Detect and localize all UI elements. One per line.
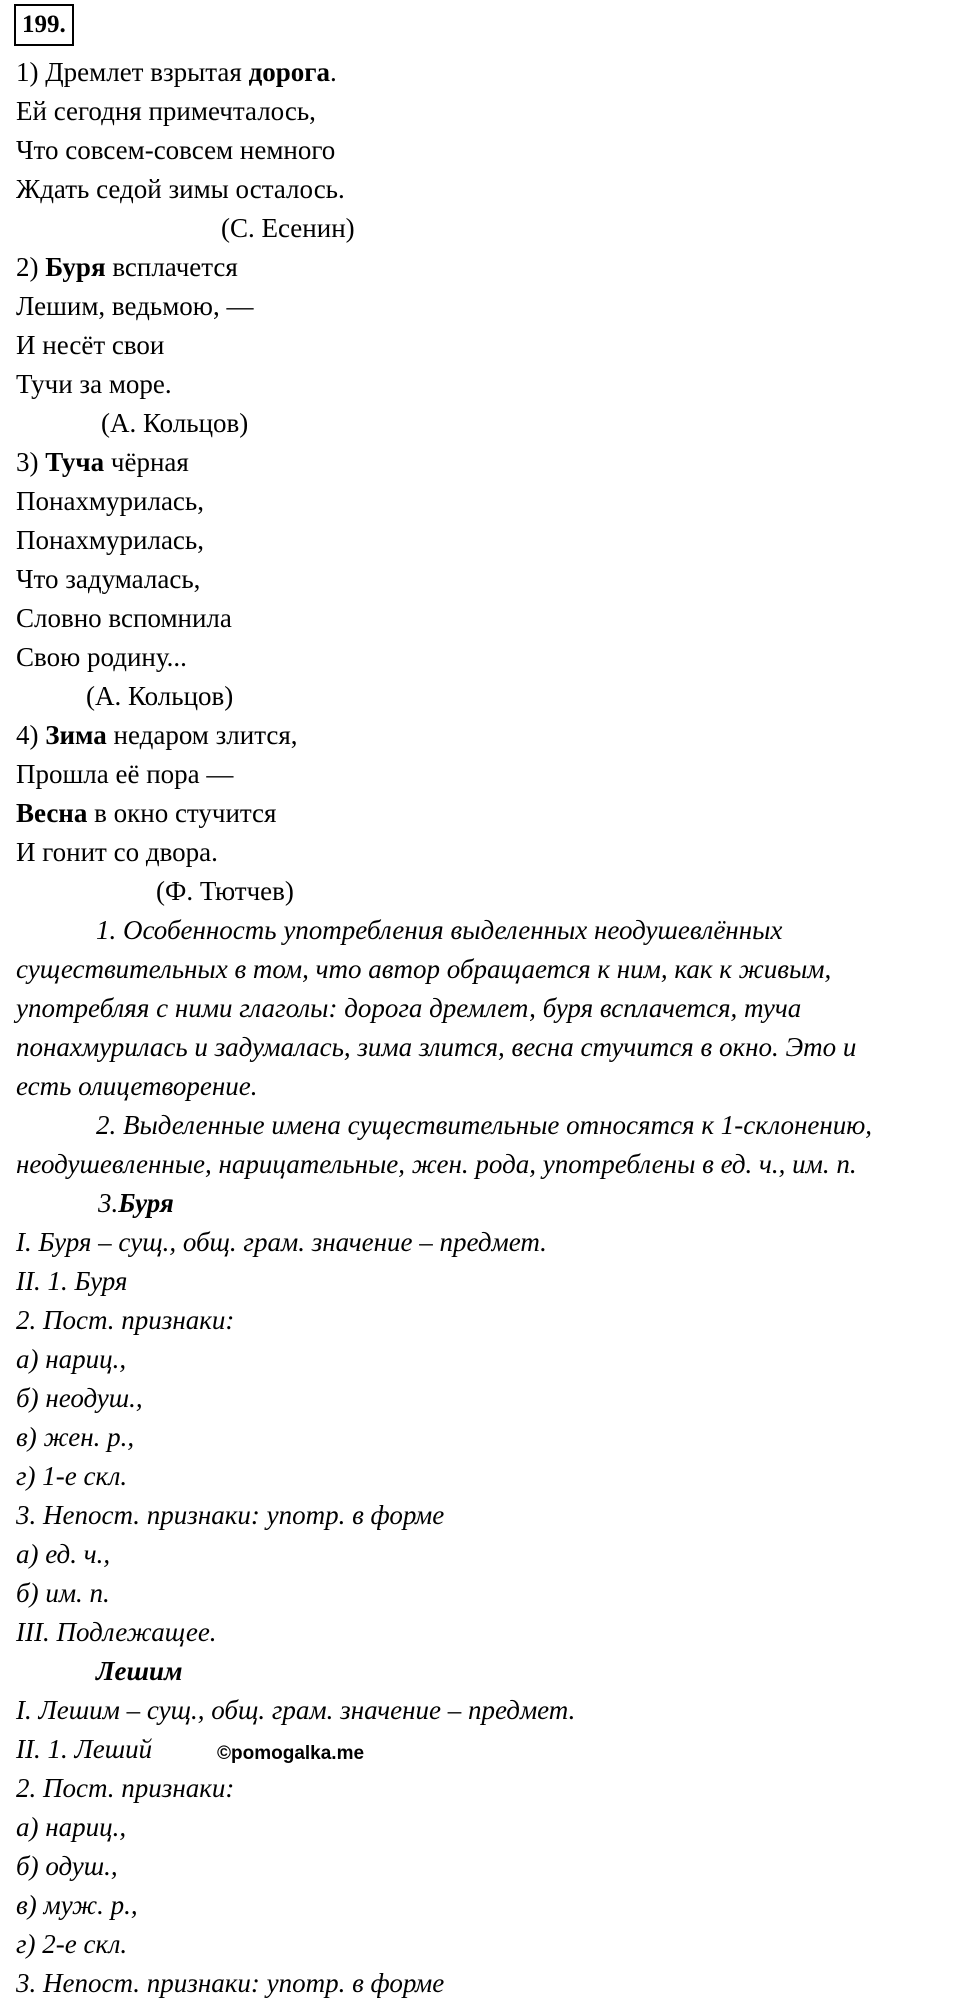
answer-1-line: 1. Особенность употребления выделенных неодушевлённых — [96, 915, 783, 945]
poem-line — [16, 599, 232, 638]
poem-text: 3) — [16, 447, 46, 477]
parse-line: II. 1. Леший — [16, 1734, 153, 1764]
parse-line: III. Подлежащее. — [16, 1617, 217, 1647]
poem-line — [16, 560, 200, 599]
poem-author: (А. Кольцов) — [86, 681, 234, 711]
poem-text: 2) — [16, 252, 46, 282]
parse-line: г) 2-е скл. — [16, 1929, 128, 1959]
poem-author: (С. Есенин) — [221, 213, 355, 243]
poem-text: Тучи за море. — [16, 369, 172, 399]
parse-word: Лешим — [96, 1656, 183, 1686]
parse-word: Буря — [118, 1188, 174, 1218]
poem-text: всплачется — [105, 252, 238, 282]
poem-text: . — [330, 57, 337, 87]
watermark: ©pomogalka.me — [217, 1743, 365, 1764]
poem-line — [16, 92, 316, 131]
answer-1-line: существительных в том, что автор обращается к ним, как к живым, — [16, 954, 832, 984]
poem-text: Понахмурилась, — [16, 486, 204, 516]
poem-text: 1) Дремлет взрытая — [16, 57, 249, 87]
poem-text: Свою родину... — [16, 642, 187, 672]
poem-text: Прошла её пора — — [16, 759, 234, 789]
highlighted-word: Буря — [45, 252, 106, 282]
poem-text: Понахмурилась, — [16, 525, 204, 555]
poem-text: Лешим, ведьмою, — — [16, 291, 254, 321]
poem-line — [16, 248, 238, 287]
highlighted-word: Туча — [45, 447, 105, 477]
poem-line — [16, 365, 172, 404]
poem-line — [16, 53, 337, 92]
parse-number: 3. — [98, 1188, 119, 1218]
poem-text: Ей сегодня примечталось, — [16, 96, 316, 126]
highlighted-word: дорога — [248, 57, 331, 87]
poem-line — [16, 833, 218, 872]
parse-line: 3. Непост. признаки: употр. в форме — [16, 1968, 445, 1998]
parse-line: в) жен. р., — [16, 1422, 135, 1452]
parse-line: I. Буря – сущ., общ. грам. значение – предмет. — [16, 1227, 547, 1257]
poem-text: в окно стучится — [87, 798, 277, 828]
parse-line: 2. Пост. признаки: — [16, 1773, 235, 1803]
exercise-number: 199. — [14, 4, 74, 46]
poem-text: Ждать седой зимы осталось. — [16, 174, 345, 204]
parse-heading-leshim — [96, 1652, 183, 1691]
parse-line: а) нариц., — [16, 1344, 127, 1374]
poem-text: Словно вспомнила — [16, 603, 232, 633]
poem-text: чёрная — [104, 447, 189, 477]
answer-2-line: 2. Выделенные имена существительные относятся к 1-склонению, — [96, 1110, 873, 1140]
poem-line — [16, 443, 189, 482]
parse-line: 2. Пост. признаки: — [16, 1305, 235, 1335]
parse-line: I. Лешим – сущ., общ. грам. значение – предмет. — [16, 1695, 576, 1725]
poem-line — [16, 170, 345, 209]
poem-line — [16, 326, 164, 365]
parse-line: а) нариц., — [16, 1812, 127, 1842]
poem-line — [16, 521, 204, 560]
poem-line — [16, 131, 335, 170]
parse-line: 3. Непост. признаки: употр. в форме — [16, 1500, 445, 1530]
parse-line: б) одуш., — [16, 1851, 118, 1881]
parse-line: г) 1-е скл. — [16, 1461, 128, 1491]
answer-1-line: есть олицетворение. — [16, 1071, 258, 1101]
poem-line — [16, 794, 276, 833]
poem-text: Что совсем-совсем немного — [16, 135, 336, 165]
poem-line — [16, 716, 298, 755]
poem-text: Что задумалась, — [16, 564, 201, 594]
poem-line — [16, 638, 187, 677]
poem-text: недаром злится, — [106, 720, 298, 750]
poem-line — [16, 287, 253, 326]
poem-author: (Ф. Тютчев) — [156, 876, 294, 906]
highlighted-word: Зима — [45, 720, 107, 750]
answer-1-line: понахмурилась и задумалась, зима злится, весна стучится в окно. Это и — [16, 1032, 857, 1062]
parse-line: б) им. п. — [16, 1578, 110, 1608]
answer-2-line: неодушевленные, нарицательные, жен. рода, употреблены в ед. ч., им. п. — [16, 1149, 857, 1179]
parse-line: а) ед. ч., — [16, 1539, 111, 1569]
parse-line: в) муж. р., — [16, 1890, 138, 1920]
poem-text: И несёт свои — [16, 330, 165, 360]
poem-line — [16, 482, 204, 521]
highlighted-word: Весна — [16, 798, 88, 828]
parse-line: II. 1. Буря — [16, 1266, 128, 1296]
poem-author: (А. Кольцов) — [101, 408, 249, 438]
poem-line — [16, 755, 233, 794]
parse-heading-burya — [98, 1184, 174, 1223]
answer-1-line: употребляя с ними глаголы: дорога дремлет, буря всплачется, туча — [16, 993, 802, 1023]
parse-line: б) неодуш., — [16, 1383, 143, 1413]
poem-text: И гонит со двора. — [16, 837, 218, 867]
poem-text: 4) — [16, 720, 46, 750]
